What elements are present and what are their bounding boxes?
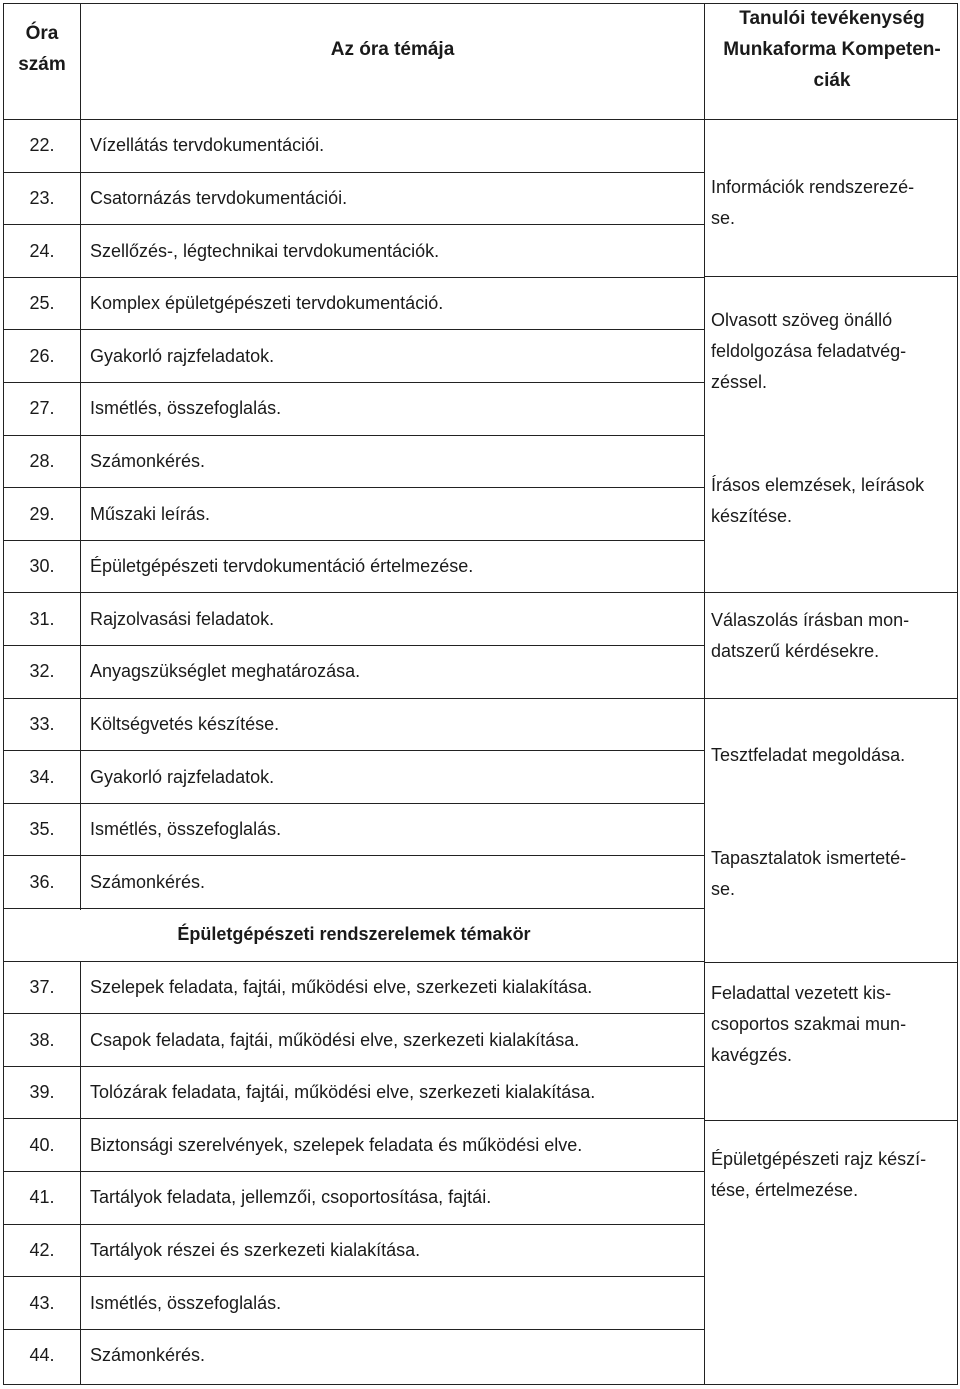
row-divider [3, 961, 705, 962]
row-divider [3, 1276, 705, 1277]
header-col1-line2: szám [18, 54, 66, 75]
lesson-topic: Komplex épületgépészeti tervdokumentáció. [90, 293, 444, 313]
row-divider [704, 1120, 958, 1121]
lesson-number: 26. [29, 346, 55, 366]
row-divider [3, 1171, 705, 1172]
row-divider [3, 382, 705, 383]
activity-cell [711, 470, 951, 532]
header-lesson-number [4, 18, 80, 80]
lesson-topic: Számonkérés. [90, 451, 206, 471]
activity-line: se. [711, 879, 736, 899]
header-activity [706, 3, 958, 96]
row-divider [704, 276, 958, 277]
row-divider [704, 592, 958, 593]
activity-cell [711, 172, 951, 234]
activity-cell [711, 1144, 951, 1206]
lesson-number: 38. [29, 1030, 55, 1050]
activity-line: Információk rendszerezé- [711, 177, 915, 197]
lesson-topic: Gyakorló rajzfeladatok. [90, 346, 275, 366]
row-divider [3, 329, 705, 330]
activity-line: feldolgozása feladatvég- [711, 341, 907, 361]
lesson-topic: Ismétlés, összefoglalás. [90, 819, 282, 839]
row-divider [3, 592, 705, 593]
lesson-number: 39. [29, 1082, 55, 1102]
activity-line: Válaszolás írásban mon- [711, 610, 910, 630]
section-title: Épületgépészeti rendszerelemek témakör [177, 924, 531, 944]
activity-line: Épületgépészeti rajz készí- [711, 1149, 927, 1169]
lesson-number: 23. [29, 188, 55, 208]
activity-line: se. [711, 208, 736, 228]
lesson-number: 41. [29, 1187, 55, 1207]
column-divider [80, 3, 81, 910]
header-topic: Az óra témája [330, 39, 455, 60]
row-divider [3, 540, 705, 541]
row-divider [3, 803, 705, 804]
lesson-topic: Tartályok részei és szerkezeti kialakítása. [90, 1240, 421, 1260]
activity-cell [711, 978, 951, 1071]
activity-cell [711, 305, 951, 398]
row-divider [3, 487, 705, 488]
column-divider [80, 962, 81, 1385]
activity-line: kavégzés. [711, 1045, 793, 1065]
lesson-number: 34. [29, 767, 55, 787]
row-divider [704, 962, 958, 963]
activity-line: datszerű kérdésekre. [711, 641, 880, 661]
lesson-number: 27. [29, 398, 55, 418]
row-divider [3, 1066, 705, 1067]
activity-line: tése, értelmezése. [711, 1180, 859, 1200]
row-divider [3, 119, 705, 120]
row-divider [3, 435, 705, 436]
lesson-topic: Anyagszükséglet meghatározása. [90, 661, 361, 681]
lesson-topic: Vízellátás tervdokumentációi. [90, 135, 325, 155]
row-divider [3, 1329, 705, 1330]
lesson-number: 36. [29, 872, 55, 892]
row-divider [3, 1118, 705, 1119]
header-col3-line3: ciák [813, 70, 851, 91]
row-divider [3, 750, 705, 751]
lesson-topic: Számonkérés. [90, 1345, 206, 1365]
row-divider [704, 119, 958, 120]
lesson-topic: Szelepek feladata, fajtái, működési elve, szerkezeti kialakítása. [90, 977, 593, 997]
activity-line: zéssel. [711, 372, 768, 392]
lesson-topic: Tartályok feladata, jellemzői, csoportosítása, fajtái. [90, 1187, 492, 1207]
lesson-number: 40. [29, 1135, 55, 1155]
activity-line: Tesztfeladat megoldása. [711, 745, 906, 765]
header-col3-line2: Munkaforma Kompeten- [723, 39, 941, 60]
lesson-topic: Számonkérés. [90, 872, 206, 892]
row-divider [3, 855, 705, 856]
lesson-topic: Szellőzés-, légtechnikai tervdokumentációk. [90, 241, 440, 261]
lesson-topic: Költségvetés készítése. [90, 714, 280, 734]
row-divider [3, 277, 705, 278]
row-divider [3, 172, 705, 173]
activity-line: csoportos szakmai mun- [711, 1014, 907, 1034]
lesson-number: 44. [29, 1345, 55, 1365]
lesson-topic: Műszaki leírás. [90, 504, 211, 524]
lesson-number: 37. [29, 977, 55, 997]
lesson-number: 33. [29, 714, 55, 734]
lesson-number: 30. [29, 556, 55, 576]
lesson-topic: Épületgépészeti tervdokumentáció értelmezése. [90, 556, 474, 576]
activity-cell [711, 605, 951, 667]
lesson-topic: Gyakorló rajzfeladatok. [90, 767, 275, 787]
activity-line: készítése. [711, 506, 793, 526]
lesson-number: 22. [29, 135, 55, 155]
row-divider [3, 698, 705, 699]
lesson-topic: Rajzolvasási feladatok. [90, 609, 275, 629]
lesson-number: 31. [29, 609, 55, 629]
lesson-number: 28. [29, 451, 55, 471]
lesson-number: 42. [29, 1240, 55, 1260]
activity-line: Tapasztalatok ismerteté- [711, 848, 907, 868]
lesson-number: 35. [29, 819, 55, 839]
row-divider [3, 908, 705, 909]
lesson-number: 24. [29, 241, 55, 261]
activity-line: Feladattal vezetett kis- [711, 983, 892, 1003]
lesson-number: 29. [29, 504, 55, 524]
lesson-topic: Csapok feladata, fajtái, működési elve, szerkezeti kialakítása. [90, 1030, 580, 1050]
lesson-topic: Ismétlés, összefoglalás. [90, 398, 282, 418]
row-divider [704, 698, 958, 699]
header-col1-line1: Óra [25, 23, 59, 44]
activity-cell [711, 843, 951, 905]
row-divider [3, 645, 705, 646]
activity-cell [711, 740, 951, 771]
lesson-number: 25. [29, 293, 55, 313]
lesson-number: 43. [29, 1293, 55, 1313]
column-divider [704, 3, 705, 1385]
lesson-topic: Biztonsági szerelvények, szelepek feladata és működési elve. [90, 1135, 583, 1155]
row-divider [3, 1224, 705, 1225]
activity-line: Írásos elemzések, leírások [711, 475, 925, 495]
activity-line: Olvasott szöveg önálló [711, 310, 893, 330]
lesson-topic: Csatornázás tervdokumentációi. [90, 188, 348, 208]
lesson-topic: Ismétlés, összefoglalás. [90, 1293, 282, 1313]
row-divider [3, 224, 705, 225]
header-col3-line1: Tanulói tevékenység [739, 8, 925, 29]
row-divider [3, 1013, 705, 1014]
lesson-topic: Tolózárak feladata, fajtái, működési elve, szerkezeti kialakítása. [90, 1082, 596, 1102]
lesson-number: 32. [29, 661, 55, 681]
